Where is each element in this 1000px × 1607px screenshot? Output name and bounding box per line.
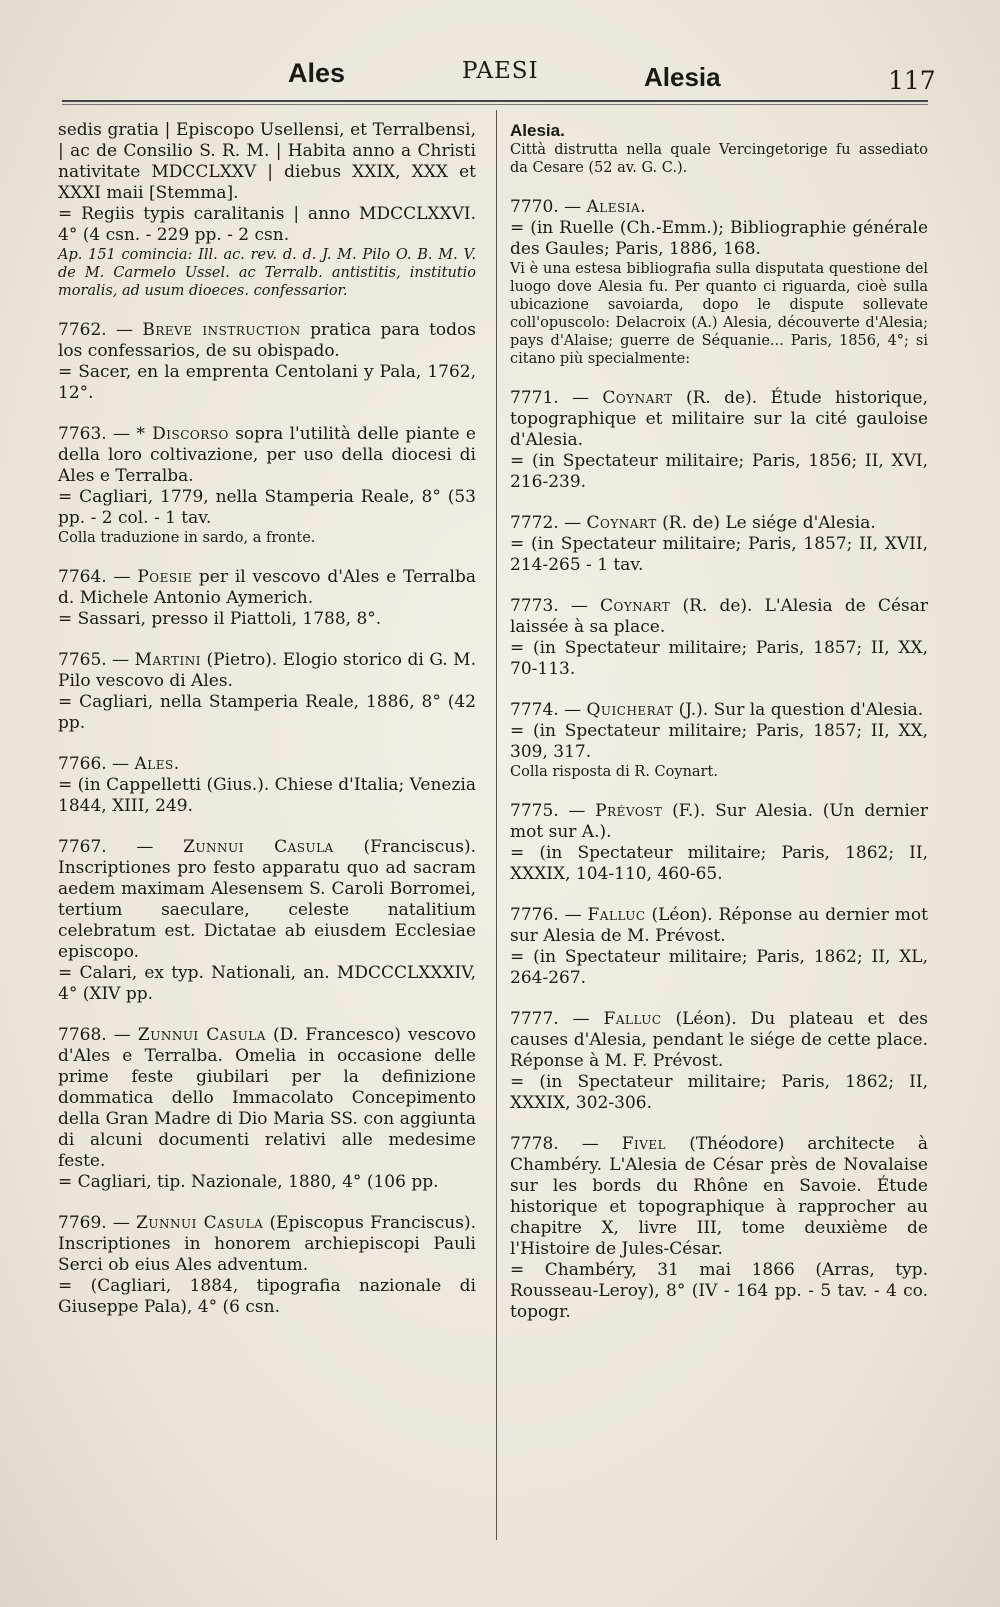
section-heading-note: Città distrutta nella quale Vercingetorige fu assediato da Cesare (52 av. G. C.).: [510, 142, 928, 176]
bibliography-entry: 7762. — Breve instruction pratica para todos los confessarios, de su obispado. = Sacer, en la emprenta Centolani y Pala, 1762, 12°.: [58, 320, 476, 403]
bibliography-entry: 7777. — Falluc (Léon). Du plateau et des causes d'Alesia, pendant le siége de cette place. Réponse à M. F. Prévost. = (in Spectateur militaire; Paris, 1862; II, XXXIX, 302-306.: [510, 1009, 928, 1113]
column-divider: [496, 110, 497, 1540]
entry-author: Fivel: [621, 1134, 667, 1154]
entry-number: 7778.: [510, 1134, 559, 1154]
entry-author: Quicherat: [586, 700, 674, 720]
section-heading-block: [510, 120, 928, 177]
entry-number: 7775.: [510, 801, 559, 821]
entry-number: 7762.: [58, 320, 107, 340]
header-rule: [62, 100, 928, 102]
entry-number: 7777.: [510, 1009, 559, 1029]
entry-text: per il vescovo d'Ales e Terralba d. Michele Antonio Aymerich.: [58, 567, 477, 608]
bibliography-entry: 7772. — Coynart (R. de) Le siége d'Alesia. = (in Spectateur militaire; Paris, 1857; II, XVII, 214-265 - 1 tav.: [510, 513, 928, 575]
running-header: [0, 58, 1000, 98]
entry-text: (Pietro). Elogio storico di G. M. Pilo vescovo di Ales.: [58, 650, 476, 691]
entry-author: Coynart: [600, 596, 671, 616]
entry-author: Zunnui Casula: [183, 837, 334, 857]
entry-text: (R. de) Le siége d'Alesia.: [662, 513, 876, 533]
entry-publication: = (in Spectateur militaire; Paris, 1856; II, XVI, 216-239.: [510, 451, 928, 492]
entry-number: 7770.: [510, 197, 559, 217]
entry-author: Alesia.: [586, 197, 647, 217]
bibliography-entry: 7764. — Poesie per il vescovo d'Ales e Terralba d. Michele Antonio Aymerich. = Sassari, presso il Piattoli, 1788, 8°.: [58, 567, 477, 629]
header-right-keyword: Alesia: [644, 62, 721, 92]
bibliography-entry: 7769. — Zunnui Casula (Episcopus Franciscus). Inscriptiones in honorem archiepiscopi Pauli Serci ob eius Ales adventum. = (Cagliari, 1884, tipografia nazionale di Giuseppe Pala), 4° (6 csn.: [58, 1213, 476, 1317]
entry-text: (D. Francesco) vescovo d'Ales e Terralba. Omelia in occasione delle prime feste giubilari per la definizione dommatica dello Immacolato Concepimento della Gran Madre di Dio Maria SS. con aggiunta di alcuni documenti relativi alle medesime feste.: [58, 1025, 476, 1171]
entry-number: 7771.: [510, 388, 559, 408]
entry-author: Prévost: [595, 801, 663, 821]
entry-author: Zunnui Casula: [136, 1213, 264, 1233]
entry-author: Zunnui Casula: [137, 1025, 266, 1045]
entry-publication: = (in Spectateur militaire; Paris, 1862; II, XXXIX, 104-110, 460-65.: [510, 843, 928, 884]
bibliography-entry: 7775. — Prévost (F.). Sur Alesia. (Un dernier mot sur A.). = (in Spectateur militaire; Paris, 1862; II, XXXIX, 104-110, 460-65.: [510, 801, 928, 884]
entry-number: 7767.: [58, 837, 107, 857]
intro-entry: [58, 120, 476, 300]
header-section-title: PAESI: [462, 58, 539, 84]
entry-number: 7765.: [58, 650, 107, 670]
entry-publication: = Chambéry, 31 mai 1866 (Arras, typ. Rousseau-Leroy), 8° (IV - 164 pp. - 5 tav. - 4 co. topogr.: [510, 1260, 928, 1322]
entry-publication: = (in Spectateur militaire; Paris, 1862; II, XL, 264-267.: [510, 947, 928, 988]
entry-publication: = (in Spectateur militaire; Paris, 1862; II, XXXIX, 302-306.: [510, 1072, 928, 1113]
entry-publication: = Calari, ex typ. Nationali, an. MDCCCLXXXIV, 4° (XIV pp.: [58, 963, 476, 1004]
entry-text: (Léon). Réponse au dernier mot sur Alesia de M. Prévost.: [510, 905, 928, 946]
entry-publication: = Sacer, en la emprenta Centolani y Pala, 1762, 12°.: [58, 362, 476, 403]
entry-text: pratica para todos los confessarios, de su obispado.: [58, 320, 476, 361]
bibliography-entry: 7774. — Quicherat (J.). Sur la question d'Alesia. = (in Spectateur militaire; Paris, 1857; II, XX, 309, 317. Colla risposta di R. Coynart.: [510, 700, 928, 780]
header-rule-thin: [62, 104, 928, 105]
entry-number: 7766.: [58, 754, 107, 774]
entry-number: 7774.: [510, 700, 559, 720]
bibliography-entry: 7765. — Martini (Pietro). Elogio storico di G. M. Pilo vescovo di Ales. = Cagliari, nella Stamperia Reale, 1886, 8° (42 pp.: [58, 650, 476, 733]
entry-number: 7773.: [510, 596, 559, 616]
entry-publication: = Cagliari, 1779, nella Stamperia Reale, 8° (53 pp. - 2 col. - 1 tav.: [58, 487, 476, 528]
entry-text: (Episcopus Franciscus). Inscriptiones in honorem archiepiscopi Pauli Serci ob eius Ales adventum.: [58, 1213, 476, 1275]
entry-text: (Théodore) architecte à Chambéry. L'Alesia de César près de Novalaise sur les bords du Rhône en Savoie. Étude historique et topographique à rapprocher au chapitre X, livre III, tome deuxième de l'Histoire de Jules-César.: [510, 1134, 928, 1259]
entry-author: Falluc: [603, 1009, 662, 1029]
bibliography-entry: 7778. — Fivel (Théodore) architecte à Chambéry. L'Alesia de César près de Novalaise sur les bords du Rhône en Savoie. Étude historique et topographique à rapprocher au chapitre X, livre III, tome deuxième de l'Histoire de Jules-César. = Chambéry, 31 mai 1866 (Arras, typ. Rousseau-Leroy), 8° (IV - 164 pp. - 5 tav. - 4 co. topogr.: [510, 1134, 928, 1322]
entry-text: (R. de). L'Alesia de César laissée à sa place.: [510, 596, 928, 637]
entry-publication: = (in Cappelletti (Gius.). Chiese d'Italia; Venezia 1844, XIII, 249.: [58, 775, 476, 816]
entry-author: Martini: [134, 650, 202, 670]
entry-text: sopra l'utilità delle piante e della loro coltivazione, per uso della diocesi di Ales e Terralba.: [58, 424, 476, 486]
entry-text: (J.). Sur la question d'Alesia.: [678, 700, 924, 720]
entry-number: 7763.: [58, 424, 107, 444]
entry-author: Breve instruction: [142, 320, 301, 340]
header-left-keyword: Ales: [288, 58, 346, 88]
entry-number: 7768.: [58, 1025, 107, 1045]
entry-publication: = (in Spectateur militaire; Paris, 1857; II, XX, 309, 317.: [510, 721, 928, 762]
left-column: [58, 120, 476, 1338]
entry-author: Coynart: [586, 513, 657, 533]
bibliography-entry: 7776. — Falluc (Léon). Réponse au dernier mot sur Alesia de M. Prévost. = (in Spectateur militaire; Paris, 1862; II, XL, 264-267.: [510, 905, 928, 988]
bibliography-entry: 7770. — Alesia. = (in Ruelle (Ch.-Emm.); Bibliographie générale des Gaules; Paris, 1886, 168. Vi è una estesa bibliografia sulla disputata questione del luogo dove Alesia fu. Per quanto ci riguarda, cioè sulla ubicazione savoiarda, dopo le dispute sollevate coll'opuscolo: Delacroix (A.) Alesia, découverte d'Alesia; pays d'Alaise; guerre de Séquanie... Paris, 1856, 4°; si citano più specialmente:: [510, 197, 928, 367]
entry-note: Colla traduzione in sardo, a fronte.: [58, 530, 316, 546]
section-heading: Alesia.: [510, 121, 565, 140]
entry-publication: = (in Spectateur militaire; Paris, 1857; II, XVII, 214-265 - 1 tav.: [510, 534, 928, 575]
entry-publication: = Cagliari, tip. Nazionale, 1880, 4° (106 pp.: [58, 1172, 439, 1192]
entry-number: 7764.: [58, 567, 107, 587]
entry-text: sedis gratia | Episcopo Usellensi, et Terralbensi, | ac de Consilio S. R. M. | Habita anno a Christi nativitate MDCCLXXV | diebus XXIX, XXX et XXXI maii [Stemma].: [58, 120, 476, 203]
entry-publication: = Cagliari, nella Stamperia Reale, 1886, 8° (42 pp.: [58, 692, 476, 733]
entry-publication: = Sassari, presso il Piattoli, 1788, 8°.: [58, 609, 382, 629]
entry-text: (Franciscus). Inscriptiones pro festo apparatu quo ad sacram aedem maximam Alesensem S. Caroli Borromei, tertium saeculare, celeste natalitium celebratum est. Dictatae ab eiusdem Ecclesiae episcopo.: [58, 837, 477, 962]
entry-publication: = (in Spectateur militaire; Paris, 1857; II, XX, 70-113.: [510, 638, 928, 679]
entry-publication: = (Cagliari, 1884, tipografia nazionale di Giuseppe Pala), 4° (6 csn.: [58, 1276, 476, 1317]
entry-note: Colla risposta di R. Coynart.: [510, 764, 718, 780]
entry-publication: = (in Ruelle (Ch.-Emm.); Bibliographie générale des Gaules; Paris, 1886, 168.: [510, 218, 928, 259]
entry-number: 7772.: [510, 513, 559, 533]
entry-author: * Discorso: [136, 424, 229, 444]
right-column: [510, 120, 928, 1343]
page-number: 117: [888, 66, 936, 95]
entry-author: Ales.: [134, 754, 180, 774]
bibliography-entry: 7771. — Coynart (R. de). Étude historique, topographique et militaire sur la cité gauloise d'Alesia. = (in Spectateur militaire; Paris, 1856; II, XVI, 216-239.: [510, 388, 929, 492]
entry-author: Coynart: [602, 388, 673, 408]
entry-number: 7776.: [510, 905, 559, 925]
entry-text: (F.). Sur Alesia. (Un dernier mot sur A.).: [510, 801, 928, 842]
entry-number: 7769.: [58, 1213, 107, 1233]
entry-author: Poesie: [137, 567, 193, 587]
bibliography-entry: 7767. — Zunnui Casula (Franciscus). Inscriptiones pro festo apparatu quo ad sacram aedem maximam Alesensem S. Caroli Borromei, tertium saeculare, celeste natalitium celebratum est. Dictatae ab eiusdem Ecclesiae episcopo. = Calari, ex typ. Nationali, an. MDCCCLXXXIV, 4° (XIV pp.: [58, 837, 477, 1004]
bibliography-entry: 7768. — Zunnui Casula (D. Francesco) vescovo d'Ales e Terralba. Omelia in occasione delle prime feste giubilari per la definizione dommatica dello Immacolato Concepimento della Gran Madre di Dio Maria SS. con aggiunta di alcuni documenti relativi alle medesime feste. = Cagliari, tip. Nazionale, 1880, 4° (106 pp.: [58, 1025, 476, 1192]
entry-note: Ap. 151 comincia: Ill. ac. rev. d. d. J. M. Pilo O. B. M. V. de M. Carmelo Ussel. ac Terralb. antistitis, institutio moralis, ad usum dioeces. confessarior.: [58, 247, 476, 299]
entry-note: Vi è una estesa bibliografia sulla disputata questione del luogo dove Alesia fu. Per quanto ci riguarda, cioè sulla ubicazione savoiarda, dopo le dispute sollevate coll'opuscolo: Delacroix (A.) Alesia, découverte d'Alesia; pays d'Alaise; guerre de Séquanie... Paris, 1856, 4°; si citano più specialmente:: [510, 261, 928, 367]
bibliography-entry: 7773. — Coynart (R. de). L'Alesia de César laissée à sa place. = (in Spectateur militaire; Paris, 1857; II, XX, 70-113.: [510, 596, 928, 679]
bibliography-entry: 7763. — * Discorso sopra l'utilità delle piante e della loro coltivazione, per uso della diocesi di Ales e Terralba. = Cagliari, 1779, nella Stamperia Reale, 8° (53 pp. - 2 col. - 1 tav. Colla traduzione in sardo, a fronte.: [58, 424, 476, 546]
entry-publication: = Regiis typis caralitanis | anno MDCCLXXVI. 4° (4 csn. - 229 pp. - 2 csn.: [58, 204, 476, 245]
bibliography-entry: 7766. — Ales. = (in Cappelletti (Gius.). Chiese d'Italia; Venezia 1844, XIII, 249.: [58, 754, 476, 816]
entry-text: (Léon). Du plateau et des causes d'Alesia, pendant le siége de cette place. Réponse à M. F. Prévost.: [510, 1009, 928, 1071]
entry-text: (R. de). Étude historique, topographique et militaire sur la cité gauloise d'Alesia.: [510, 388, 929, 450]
entry-author: Falluc: [587, 905, 646, 925]
